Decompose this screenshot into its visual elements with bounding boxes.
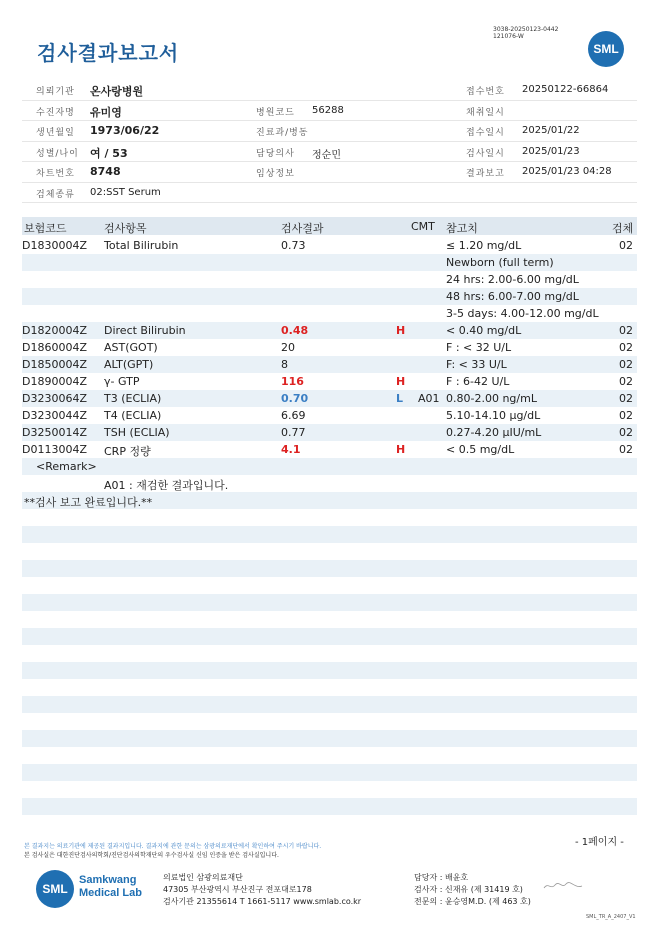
info-l3: 접수번호 — [466, 87, 505, 97]
table-row — [22, 424, 637, 441]
cell-ref: 5.10-14.10 μg/dL — [446, 409, 541, 422]
table-row — [22, 288, 637, 305]
org-contact: 검사기관 21355614 T 1661-5117 www.smlab.co.kr — [163, 897, 362, 906]
remark-label: <Remark> — [36, 460, 97, 473]
info-v3: 20250122-66864 — [522, 84, 609, 95]
empty-row — [22, 628, 637, 645]
cell-ref: < 0.5 mg/dL — [446, 443, 515, 456]
table-row — [22, 305, 637, 322]
empty-row — [22, 594, 637, 611]
cell-result: 116 — [281, 375, 304, 388]
info-v3: 2025/01/23 — [522, 145, 580, 157]
table-row — [22, 356, 637, 373]
cell-item: T4 (ECLIA) — [104, 409, 162, 422]
cell-result: 4.1 — [281, 443, 301, 456]
cell-item: AST(GOT) — [104, 341, 158, 354]
info-row — [22, 80, 637, 101]
cell-spec: 02 — [619, 358, 633, 371]
staff-info — [414, 872, 531, 908]
empty-row — [22, 577, 637, 594]
empty-row — [22, 798, 637, 815]
table-row — [22, 237, 637, 254]
header-ref: 참고치 — [446, 222, 478, 235]
info-row — [22, 101, 637, 122]
cell-item: Direct Bilirubin — [104, 324, 186, 337]
signature — [542, 880, 586, 892]
cell-spec: 02 — [619, 375, 633, 388]
table-row — [22, 322, 637, 339]
cell-spec: 02 — [619, 341, 633, 354]
results-table-body — [22, 237, 637, 832]
cell-ref: F : 6-42 U/L — [446, 375, 510, 388]
cell-item: ALT(GPT) — [104, 358, 154, 371]
info-l2: 병원코드 — [256, 107, 295, 118]
empty-row — [22, 764, 637, 781]
empty-row — [22, 611, 637, 628]
table-row — [22, 390, 637, 407]
cell-flag: H — [396, 443, 406, 456]
info-row — [22, 142, 637, 163]
info-l1: 차트번호 — [36, 169, 75, 179]
cell-result: 8 — [281, 358, 288, 371]
info-l2: 임상정보 — [256, 169, 295, 179]
empty-row — [22, 662, 637, 679]
patient-info-block — [22, 80, 637, 203]
footer-note-1: 본 결과지는 의료기관에 제공된 결과지입니다. 결과지에 관한 문의는 삼광의료재단에서 확인하여 주시기 바랍니다. — [24, 843, 322, 850]
table-row — [22, 441, 637, 458]
info-v3: 2025/01/23 04:28 — [522, 166, 612, 177]
cell-item: Total Bilirubin — [104, 239, 179, 252]
info-v1: 여 / 53 — [90, 146, 128, 160]
empty-row — [22, 815, 637, 832]
info-l1: 의뢰기관 — [36, 87, 75, 97]
info-l1: 검체종류 — [36, 189, 75, 200]
info-row — [22, 162, 637, 183]
cell-result: 0.48 — [281, 324, 309, 337]
table-row — [22, 254, 637, 271]
info-v1: 온사랑병원 — [90, 85, 144, 98]
org-address: 47305 부산광역시 부산진구 전포대로178 — [163, 885, 312, 894]
page-number: - 1페이지 - — [575, 837, 624, 848]
empty-row — [22, 713, 637, 730]
cell-ref: ≤ 1.20 mg/dL — [446, 239, 522, 252]
info-l3: 채취일시 — [466, 107, 505, 118]
info-v1: 02:SST Serum — [90, 186, 161, 198]
staff-tester: 검사자 : 신재유 (제 31419 호) — [414, 885, 523, 894]
empty-row — [22, 730, 637, 747]
cell-ref: 24 hrs: 2.00-6.00 mg/dL — [446, 273, 579, 286]
info-l1: 수진자명 — [36, 107, 75, 118]
info-v2: 56288 — [312, 104, 344, 116]
cell-code: D0113004Z — [22, 443, 87, 456]
report-complete-row — [22, 492, 637, 509]
info-l3: 검사일시 — [466, 148, 505, 159]
header-result: 검사결과 — [281, 222, 324, 235]
org-info — [163, 872, 361, 908]
cell-result: 0.73 — [281, 239, 306, 252]
report-complete: **검사 보고 완료입니다.** — [24, 496, 153, 509]
cell-ref: F: < 33 U/L — [446, 358, 507, 371]
cell-spec: 02 — [619, 324, 633, 337]
cell-ref: 3-5 days: 4.00-12.00 mg/dL — [446, 307, 599, 320]
cell-spec: 02 — [619, 392, 633, 405]
cell-code: D1830004Z — [22, 239, 87, 252]
empty-row — [22, 560, 637, 577]
info-v1: 유미영 — [90, 105, 122, 119]
info-l1: 생년월일 — [36, 128, 75, 138]
cell-flag: L — [396, 392, 404, 405]
header-cmt: CMT — [411, 220, 435, 233]
sml-logo: SML — [588, 31, 624, 67]
page-title: 검사결과보고서 — [37, 41, 180, 65]
cell-code: D3230064Z — [22, 392, 87, 405]
cell-spec: 02 — [619, 426, 633, 439]
cell-item: TSH (ECLIA) — [104, 426, 170, 439]
sml-footer-logo: SML — [36, 870, 74, 908]
empty-row — [22, 543, 637, 560]
table-row — [22, 373, 637, 390]
info-l3: 결과보고 — [466, 169, 505, 179]
remark-line-row — [22, 475, 637, 492]
cell-item: γ- GTP — [104, 375, 140, 388]
results-table-header — [22, 217, 637, 235]
cell-result: 0.77 — [281, 426, 306, 439]
org-name: 의료법인 삼광의료재단 — [163, 873, 243, 882]
cell-ref: 0.27-4.20 μIU/mL — [446, 426, 542, 439]
cell-ref: < 0.40 mg/dL — [446, 324, 522, 337]
info-l1: 성별/나이 — [36, 148, 79, 159]
header-item: 검사항목 — [104, 222, 147, 235]
cell-code: D1860004Z — [22, 341, 87, 354]
info-l2: 진료과/병동 — [256, 128, 309, 138]
cell-code: D3250014Z — [22, 426, 87, 439]
cell-ref: 48 hrs: 6.00-7.00 mg/dL — [446, 290, 579, 303]
cell-flag: H — [396, 375, 406, 388]
info-l2: 담당의사 — [256, 148, 295, 159]
cell-code: D1850004Z — [22, 358, 87, 371]
footer-note-2: 본 검사실은 대한진단검사의학회/진단검사의학재단의 우수검사실 신임 인증을 받은 검사실입니다. — [24, 852, 279, 859]
info-l3: 접수일시 — [466, 128, 505, 138]
cell-spec: 02 — [619, 239, 633, 252]
empty-row — [22, 526, 637, 543]
staff-manager: 담당자 : 배윤호 — [414, 873, 469, 882]
form-code: SML_TR_A_2407_V1 — [586, 914, 636, 920]
cell-result: 6.69 — [281, 409, 306, 422]
cell-item: CRP 정량 — [104, 445, 151, 458]
info-v2: 정순민 — [312, 149, 341, 161]
cell-ref: 0.80-2.00 ng/mL — [446, 392, 537, 405]
cell-spec: 02 — [619, 443, 633, 456]
info-row — [22, 183, 637, 204]
cell-flag: H — [396, 324, 406, 337]
cell-ref: Newborn (full term) — [446, 256, 554, 269]
document-id: 3038-20250123-0442 121076-W — [493, 26, 559, 40]
table-row — [22, 271, 637, 288]
cell-ref: F : < 32 U/L — [446, 341, 512, 354]
info-v1: 1973/06/22 — [90, 124, 160, 137]
cell-spec: 02 — [619, 409, 633, 422]
remark-label-row — [22, 458, 637, 475]
header-specimen: 검체 — [612, 222, 634, 235]
info-v1: 8748 — [90, 165, 121, 178]
cell-result: 0.70 — [281, 392, 309, 405]
company-name: Samkwang Medical Lab — [79, 874, 142, 899]
empty-row — [22, 696, 637, 713]
empty-row — [22, 679, 637, 696]
header-code: 보험코드 — [24, 222, 67, 235]
staff-doctor: 전문의 : 윤승영M.D. (제 463 호) — [414, 897, 531, 906]
info-row — [22, 121, 637, 142]
empty-row — [22, 509, 637, 526]
remark-text: A01 : 재검한 결과입니다. — [104, 479, 229, 492]
cell-code: D1820004Z — [22, 324, 87, 337]
cell-cmt: A01 — [418, 392, 440, 405]
cell-code: D3230044Z — [22, 409, 87, 422]
table-row — [22, 407, 637, 424]
empty-row — [22, 781, 637, 798]
cell-code: D1890004Z — [22, 375, 87, 388]
empty-row — [22, 645, 637, 662]
table-row — [22, 339, 637, 356]
cell-item: T3 (ECLIA) — [104, 392, 162, 405]
info-v3: 2025/01/22 — [522, 125, 580, 136]
cell-result: 20 — [281, 341, 295, 354]
empty-row — [22, 747, 637, 764]
